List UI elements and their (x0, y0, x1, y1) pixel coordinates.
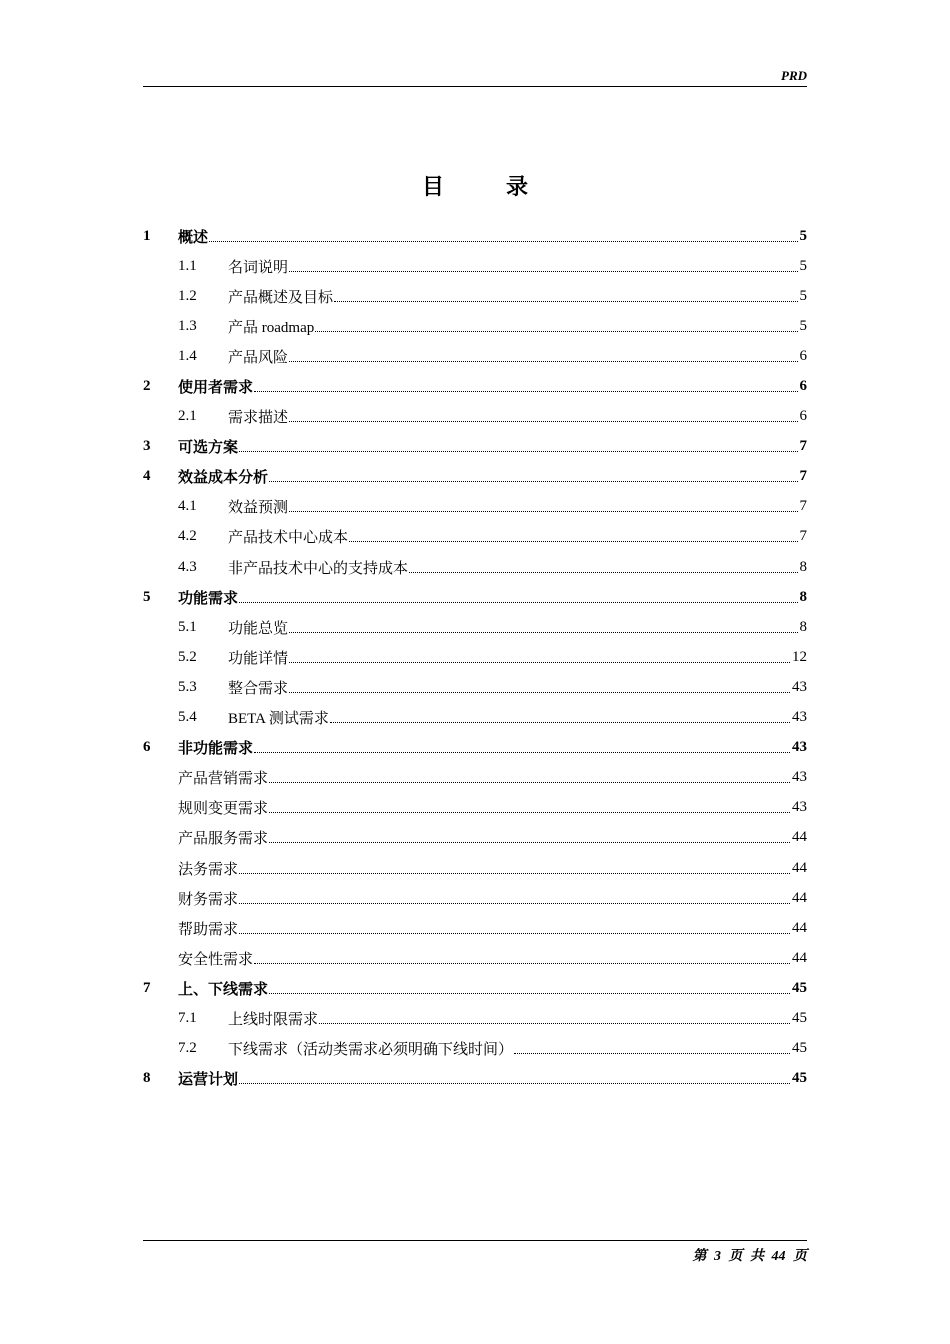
toc-entry-number: 5.1 (178, 618, 197, 635)
toc-entry-label: BETA 测试需求 (228, 711, 329, 728)
toc-entry-number: 5.3 (178, 678, 197, 695)
toc-entry-page: 44 (792, 859, 807, 876)
toc-entry[interactable] (143, 582, 807, 612)
toc-entry[interactable] (143, 221, 807, 251)
toc-entry-label: 非功能需求 (178, 741, 254, 758)
toc-entry-label: 规则变更需求 (178, 801, 269, 818)
dot-leader (315, 331, 797, 332)
toc-entry-number: 5.2 (178, 648, 197, 665)
dot-leader (209, 241, 797, 242)
toc-entry-label: 非产品技术中心的支持成本 (228, 560, 409, 577)
dot-leader (239, 933, 790, 934)
dot-leader (349, 541, 797, 542)
toc-entry-page: 43 (792, 739, 807, 756)
dot-leader (254, 752, 790, 753)
page-footer (143, 1240, 807, 1264)
toc-entry-page: 43 (792, 709, 807, 726)
toc-entry-number: 7.2 (178, 1040, 197, 1057)
toc-entry-label: 整合需求 (228, 680, 289, 697)
toc-entry-label: 功能总览 (228, 620, 289, 637)
toc-entry[interactable] (143, 1003, 807, 1033)
toc-entry-label: 下线需求（活动类需求必须明确下线时间） (228, 1042, 514, 1059)
toc-entry[interactable] (143, 612, 807, 642)
toc-entry-label: 产品 roadmap (228, 319, 315, 336)
toc-entry-page: 5 (799, 287, 807, 304)
dot-leader (269, 782, 790, 783)
toc-entry-page: 43 (792, 769, 807, 786)
toc-entry-page: 44 (792, 919, 807, 936)
toc-entry-page: 5 (799, 317, 807, 334)
dot-leader (239, 451, 797, 452)
toc-entry-label: 效益成本分析 (178, 470, 269, 487)
toc-entry[interactable] (143, 763, 807, 793)
toc-entry-number: 4.1 (178, 498, 197, 515)
dot-leader (334, 301, 797, 302)
toc-entry[interactable] (143, 371, 807, 401)
toc-title: 目录 (421, 174, 590, 199)
dot-leader (269, 842, 790, 843)
toc-entry-label: 法务需求 (178, 861, 239, 878)
toc-entry[interactable] (143, 462, 807, 492)
toc-entry-number: 2.1 (178, 408, 197, 425)
dot-leader (289, 361, 797, 362)
dot-leader (289, 271, 797, 272)
toc-entry-number: 3 (143, 438, 151, 455)
toc-entry-page: 8 (799, 618, 807, 635)
toc-entry[interactable] (143, 432, 807, 462)
toc-entry[interactable] (143, 853, 807, 883)
toc-entry-label: 产品服务需求 (178, 831, 269, 848)
toc-entry-label: 可选方案 (178, 440, 239, 457)
toc-entry[interactable] (143, 703, 807, 733)
toc-entry[interactable] (143, 251, 807, 281)
toc-entry[interactable] (143, 943, 807, 973)
dot-leader (289, 511, 797, 512)
toc-entry-number: 1 (143, 227, 151, 244)
toc-entry[interactable] (143, 1034, 807, 1064)
dot-leader (239, 602, 797, 603)
toc-entry-label: 运营计划 (178, 1072, 239, 1089)
toc-entry-page: 6 (799, 378, 807, 395)
toc-entry[interactable] (143, 311, 807, 341)
toc-entry[interactable] (143, 552, 807, 582)
toc-entry[interactable] (143, 823, 807, 853)
table-of-contents (143, 221, 807, 1094)
toc-entry-number: 1.4 (178, 347, 197, 364)
toc-entry-page: 43 (792, 799, 807, 816)
toc-entry-label: 产品技术中心成本 (228, 530, 349, 547)
toc-entry-number: 4.3 (178, 558, 197, 575)
dot-leader (289, 662, 790, 663)
page-number-footer: 第 3 页 共 44 页 (692, 1249, 807, 1264)
toc-entry-label: 产品概述及目标 (228, 289, 334, 306)
toc-entry[interactable] (143, 341, 807, 371)
toc-entry-page: 8 (799, 558, 807, 575)
dot-leader (319, 1023, 790, 1024)
dot-leader (409, 572, 797, 573)
toc-entry-page: 45 (792, 1009, 807, 1026)
toc-entry-number: 2 (143, 378, 151, 395)
dot-leader (269, 481, 797, 482)
dot-leader (289, 692, 790, 693)
toc-entry-number: 7 (143, 979, 151, 996)
toc-entry-page: 7 (799, 438, 807, 455)
dot-leader (289, 421, 797, 422)
toc-entry[interactable] (143, 522, 807, 552)
toc-entry[interactable] (143, 913, 807, 943)
dot-leader (269, 993, 790, 994)
dot-leader (514, 1053, 790, 1054)
page-header (143, 66, 807, 87)
toc-entry-page: 8 (799, 588, 807, 605)
toc-entry-page: 44 (792, 949, 807, 966)
toc-entry-page: 7 (799, 498, 807, 515)
toc-entry-label: 财务需求 (178, 891, 239, 908)
toc-entry-label: 产品营销需求 (178, 771, 269, 788)
toc-entry-label: 上、下线需求 (178, 981, 269, 998)
toc-entry[interactable] (143, 492, 807, 522)
toc-entry-number: 1.2 (178, 287, 197, 304)
toc-entry-page: 12 (792, 648, 807, 665)
toc-entry[interactable] (143, 883, 807, 913)
toc-entry-page: 7 (799, 468, 807, 485)
toc-entry-page: 44 (792, 889, 807, 906)
toc-entry-page: 44 (792, 829, 807, 846)
toc-entry-number: 5.4 (178, 709, 197, 726)
dot-leader (330, 722, 790, 723)
toc-entry[interactable] (143, 973, 807, 1003)
toc-entry-number: 1.3 (178, 317, 197, 334)
dot-leader (239, 903, 790, 904)
toc-entry-label: 功能详情 (228, 650, 289, 667)
toc-entry-label: 安全性需求 (178, 951, 254, 968)
toc-entry-label: 效益预测 (228, 500, 289, 517)
dot-leader (239, 1083, 790, 1084)
toc-entry-label: 需求描述 (228, 410, 289, 427)
toc-entry[interactable] (143, 672, 807, 702)
toc-entry-number: 5 (143, 588, 151, 605)
toc-entry-page: 5 (799, 227, 807, 244)
dot-leader (254, 963, 790, 964)
toc-entry-page: 6 (799, 347, 807, 364)
toc-entry-label: 产品风险 (228, 349, 289, 366)
dot-leader (254, 391, 797, 392)
toc-entry-label: 使用者需求 (178, 380, 254, 397)
toc-entry[interactable] (143, 642, 807, 672)
toc-entry[interactable] (143, 793, 807, 823)
toc-entry-page: 7 (799, 528, 807, 545)
toc-entry-number: 4.2 (178, 528, 197, 545)
toc-entry-label: 功能需求 (178, 590, 239, 607)
dot-leader (289, 632, 797, 633)
toc-entry-number: 8 (143, 1070, 151, 1087)
toc-entry-page: 45 (792, 979, 807, 996)
toc-entry-number: 7.1 (178, 1009, 197, 1026)
toc-entry-page: 45 (792, 1070, 807, 1087)
toc-entry-label: 概述 (178, 229, 209, 246)
toc-entry-number: 6 (143, 739, 151, 756)
toc-entry[interactable] (143, 281, 807, 311)
toc-entry-page: 6 (799, 408, 807, 425)
toc-entry-number: 1.1 (178, 257, 197, 274)
toc-entry[interactable] (143, 733, 807, 763)
toc-entry[interactable] (143, 402, 807, 432)
dot-leader (269, 812, 790, 813)
toc-entry-label: 上线时限需求 (228, 1011, 319, 1028)
header-doc-label: PRD (781, 68, 807, 83)
toc-entry-label: 名词说明 (228, 259, 289, 276)
toc-entry-page: 43 (792, 678, 807, 695)
toc-entry-page: 5 (799, 257, 807, 274)
toc-entry-page: 45 (792, 1040, 807, 1057)
dot-leader (239, 873, 790, 874)
toc-entry-label: 帮助需求 (178, 921, 239, 938)
toc-entry-number: 4 (143, 468, 151, 485)
toc-entry[interactable] (143, 1064, 807, 1094)
